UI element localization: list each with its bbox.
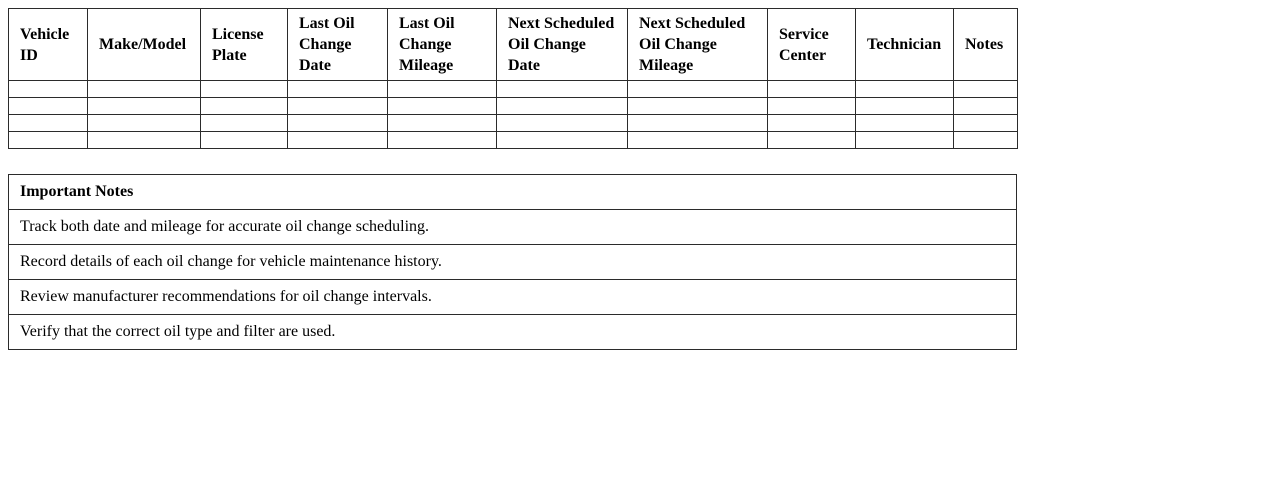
empty-cell: [497, 132, 628, 149]
empty-cell: [88, 98, 201, 115]
empty-cell: [201, 98, 288, 115]
empty-cell: [9, 132, 88, 149]
column-header-next-scheduled-oil-change-mileage: Next Scheduled Oil Change Mileage: [628, 9, 768, 81]
empty-data-row: [9, 81, 1018, 98]
empty-cell: [201, 132, 288, 149]
empty-cell: [497, 98, 628, 115]
empty-cell: [288, 132, 388, 149]
empty-cell: [954, 115, 1018, 132]
column-header-technician: Technician: [856, 9, 954, 81]
note-text-1: Track both date and mileage for accurate oil change scheduling.: [9, 210, 1017, 245]
empty-cell: [388, 132, 497, 149]
empty-cell: [628, 115, 768, 132]
note-row: [9, 315, 1017, 350]
important-notes-header: Important Notes: [9, 175, 1017, 210]
empty-cell: [288, 115, 388, 132]
empty-cell: [497, 81, 628, 98]
oil-change-log-table: [8, 8, 1018, 149]
empty-cell: [856, 98, 954, 115]
empty-cell: [88, 132, 201, 149]
note-text-4: Verify that the correct oil type and filter are used.: [9, 315, 1017, 350]
empty-cell: [954, 81, 1018, 98]
column-header-notes: Notes: [954, 9, 1018, 81]
empty-cell: [201, 115, 288, 132]
note-row: [9, 280, 1017, 315]
note-row: [9, 210, 1017, 245]
empty-cell: [88, 81, 201, 98]
empty-cell: [628, 132, 768, 149]
column-header-last-oil-change-date: Last Oil Change Date: [288, 9, 388, 81]
note-row: [9, 245, 1017, 280]
column-header-vehicle-id: Vehicle ID: [9, 9, 88, 81]
empty-cell: [497, 115, 628, 132]
column-header-last-oil-change-mileage: Last Oil Change Mileage: [388, 9, 497, 81]
empty-cell: [768, 132, 856, 149]
note-text-3: Review manufacturer recommendations for oil change intervals.: [9, 280, 1017, 315]
column-header-next-scheduled-oil-change-date: Next Scheduled Oil Change Date: [497, 9, 628, 81]
log-table-header-row: [9, 9, 1018, 81]
column-header-make-model: Make/Model: [88, 9, 201, 81]
empty-cell: [201, 81, 288, 98]
empty-cell: [9, 81, 88, 98]
empty-cell: [768, 81, 856, 98]
empty-cell: [288, 81, 388, 98]
empty-cell: [9, 115, 88, 132]
column-header-service-center: Service Center: [768, 9, 856, 81]
empty-data-row: [9, 132, 1018, 149]
empty-cell: [9, 98, 88, 115]
note-text-2: Record details of each oil change for vehicle maintenance history.: [9, 245, 1017, 280]
empty-cell: [628, 81, 768, 98]
empty-cell: [856, 115, 954, 132]
empty-cell: [288, 98, 388, 115]
empty-cell: [856, 81, 954, 98]
important-notes-header-row: [9, 175, 1017, 210]
empty-cell: [388, 98, 497, 115]
important-notes-table: [8, 174, 1017, 350]
empty-cell: [388, 115, 497, 132]
empty-cell: [856, 132, 954, 149]
empty-cell: [388, 81, 497, 98]
empty-cell: [768, 115, 856, 132]
empty-cell: [954, 132, 1018, 149]
column-header-license-plate: License Plate: [201, 9, 288, 81]
empty-cell: [954, 98, 1018, 115]
empty-cell: [628, 98, 768, 115]
empty-data-row: [9, 98, 1018, 115]
empty-cell: [768, 98, 856, 115]
empty-data-row: [9, 115, 1018, 132]
empty-cell: [88, 115, 201, 132]
